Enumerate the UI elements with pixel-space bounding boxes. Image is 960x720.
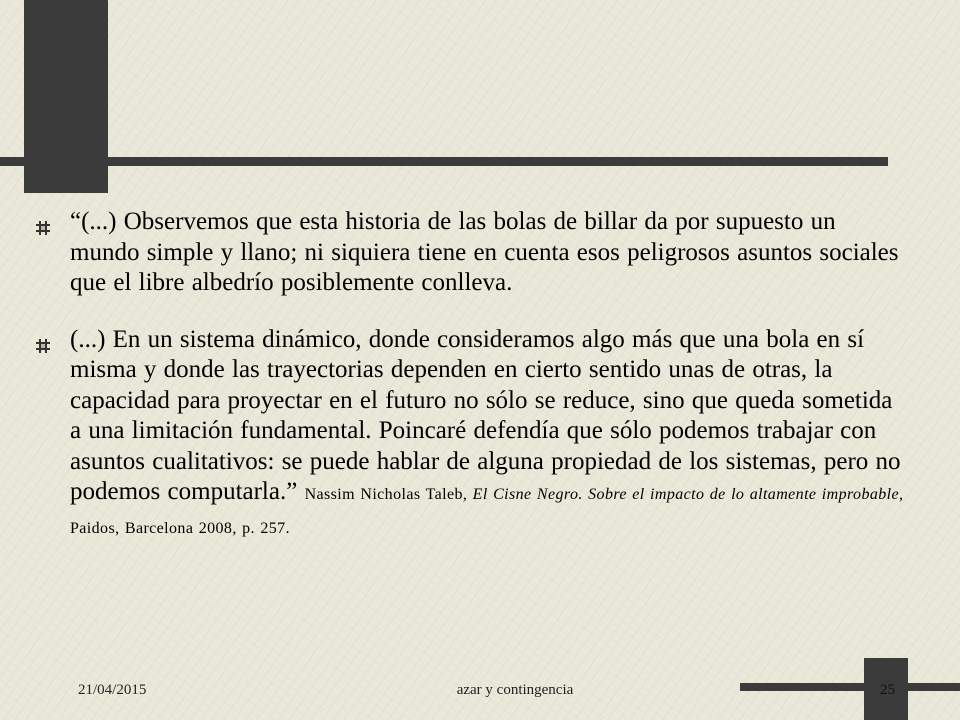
decorative-horizontal-bar	[0, 157, 888, 166]
page-number: 25	[880, 682, 895, 698]
quote-paragraph-2	[36, 325, 906, 545]
quote-text-1: “(...) Observemos que esta historia de las bolas de billar da por supuesto un mundo simple y llano; ni siquiera tiene en cuenta esos peligrosos asuntos sociales que el libre albedrío posiblemente conlleva.	[70, 208, 899, 296]
citation-publisher: Paidos, Barcelona 2008, p. 257.	[70, 519, 290, 537]
footer-date: 21/04/2015	[78, 682, 147, 698]
quote-paragraph-1	[36, 207, 906, 299]
bullet-icon	[36, 221, 50, 235]
footer-horizontal-bar	[740, 683, 960, 691]
citation-book-title: El Cisne Negro. Sobre el impacto de lo altamente improbable,	[472, 486, 904, 503]
footer-title: azar y contingencia	[456, 682, 574, 698]
citation-author: Nassim Nicholas Taleb,	[304, 486, 473, 503]
quote-text-2: (...) En un sistema dinámico, donde consideramos algo más que una bola en sí misma y donde las trayectorias dependen en cierto sentido unas de otras, la capacidad para proyectar en el futuro no sólo se reduce, sino que queda sometida a una limitación fundamental. Poincaré defendía que sólo podemos trabajar con asuntos cualitativos: se puede hablar de alguna propiedad de los sistemas, pero no podemos computarla.”	[70, 325, 901, 505]
bullet-icon	[36, 339, 50, 353]
quote-list	[36, 207, 906, 570]
